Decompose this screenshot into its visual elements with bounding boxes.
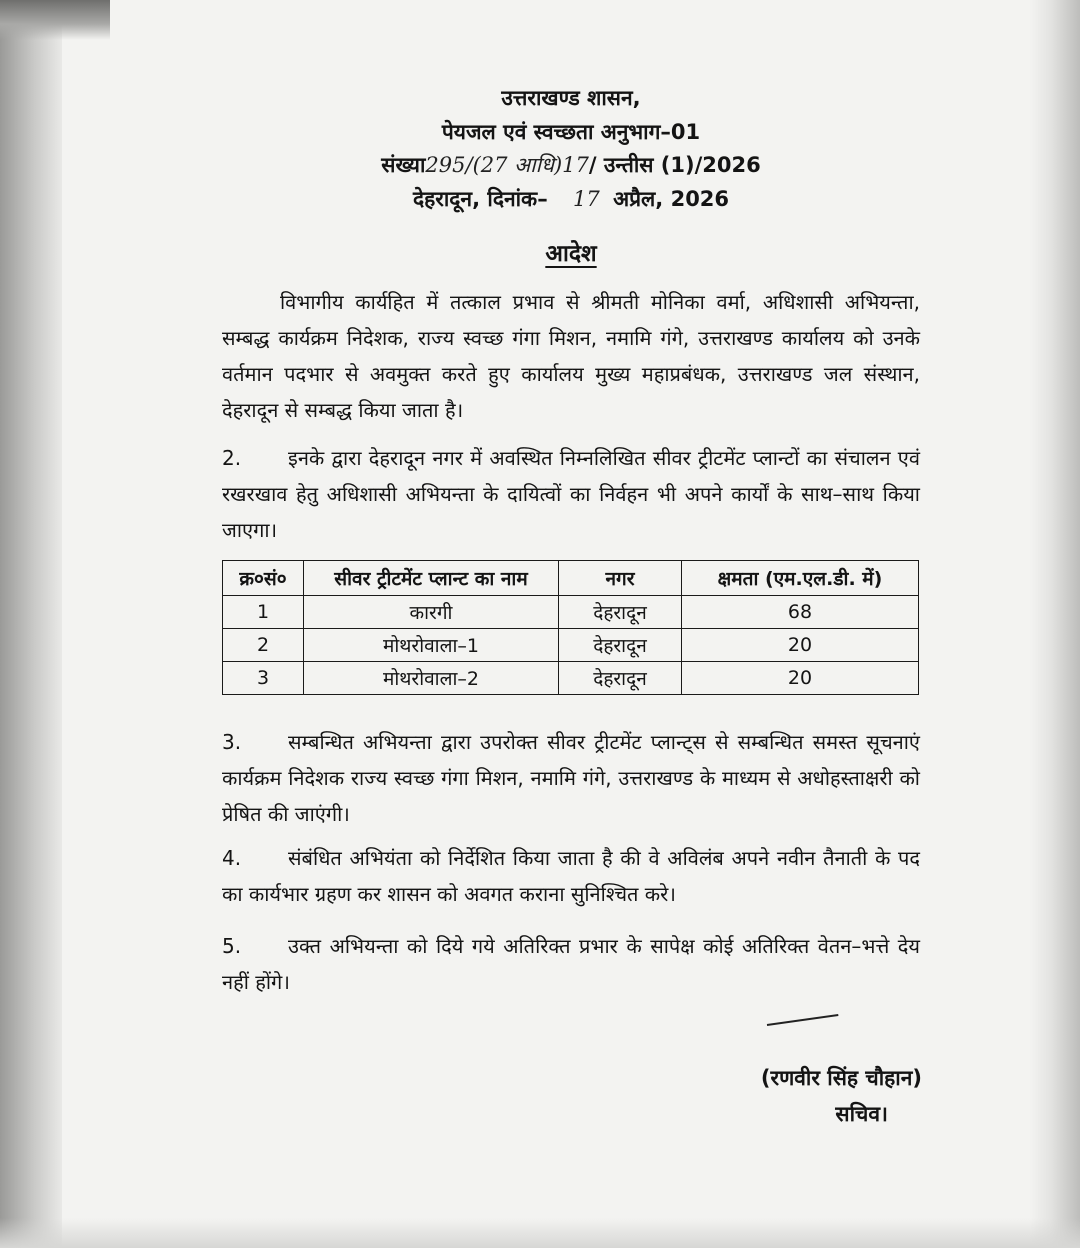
cell-capacity: 68 bbox=[682, 596, 919, 629]
paragraph-2-text: इनके द्वारा देहरादून नगर में अवस्थित निम्नलिखित सीवर ट्रीटमेंट प्लान्टों का संचालन एवं रखरखाव हेतु अधिशासी अभियन्ता के दायित्वों का निर्वहन भी अपने कार्यों के साथ–साथ किया जाएगा। bbox=[222, 446, 920, 542]
header-serial: क्र०सं० bbox=[223, 561, 304, 596]
date-handwritten: 17 bbox=[573, 187, 600, 211]
paragraph-5-number: 5. bbox=[222, 934, 242, 958]
header-reference-number bbox=[222, 151, 920, 179]
table-header-row bbox=[223, 561, 919, 596]
paragraph-3 bbox=[222, 724, 920, 832]
order-title bbox=[222, 236, 920, 268]
header-date bbox=[222, 185, 920, 213]
scan-edge-left bbox=[0, 0, 62, 1248]
paragraph-4-text: संबंधित अभियंता को निर्देशित किया जाता है की वे अविलंब अपने नवीन तैनाती के पद का कार्यभार ग्रहण कर शासन को अवगत कराना सुनिश्चित करे। bbox=[222, 846, 920, 906]
document-page bbox=[222, 0, 920, 1248]
paragraph-5-text: उक्त अभियन्ता को दिये गये अतिरिक्त प्रभार के सापेक्ष कोई अतिरिक्त वेतन–भत्ते देय नहीं होंगे। bbox=[222, 934, 920, 994]
table-row bbox=[223, 596, 919, 629]
header-government: उत्तराखण्ड शासन, bbox=[501, 86, 641, 110]
reference-suffix: / उन्तीस (1)/2026 bbox=[588, 153, 761, 177]
cell-capacity: 20 bbox=[682, 662, 919, 695]
cell-capacity: 20 bbox=[682, 629, 919, 662]
paragraph-3-text: सम्बन्धित अभियन्ता द्वारा उपरोक्त सीवर ट्रीटमेंट प्लान्ट्स से सम्बन्धित समस्त सूचनाएं कार्यक्रम निदेशक राज्य स्वच्छ गंगा मिशन, नमामि गंगे, उत्तराखण्ड के माध्यम से अधोहस्ताक्षरी को प्रेषित की जाएंगी। bbox=[222, 730, 920, 826]
signature-stroke bbox=[767, 1014, 839, 1026]
header-capacity: क्षमता (एम.एल.डी. में) bbox=[682, 561, 919, 596]
scan-shadow-top-left bbox=[0, 0, 110, 40]
cell-city: देहरादून bbox=[559, 629, 682, 662]
table-row bbox=[223, 662, 919, 695]
header-city: नगर bbox=[559, 561, 682, 596]
cell-plant-name: मोथरोवाला–2 bbox=[304, 662, 559, 695]
order-title-text: आदेश bbox=[545, 241, 597, 267]
sewer-treatment-plants-table bbox=[222, 560, 919, 695]
paragraph-4 bbox=[222, 840, 920, 912]
paragraph-5 bbox=[222, 928, 920, 1000]
cell-serial: 1 bbox=[223, 596, 304, 629]
signatory-name: (रणवीर सिंह चौहान) bbox=[760, 1066, 922, 1090]
date-prefix: देहरादून, दिनांक– bbox=[412, 187, 548, 211]
header-section: पेयजल एवं स्वच्छता अनुभाग–01 bbox=[441, 120, 701, 144]
cell-serial: 2 bbox=[223, 629, 304, 662]
cell-serial: 3 bbox=[223, 662, 304, 695]
reference-handwritten: 295/(27 आधि)17 bbox=[425, 153, 589, 177]
paragraph-4-number: 4. bbox=[222, 846, 242, 870]
paragraph-2-number: 2. bbox=[222, 446, 242, 470]
reference-prefix: संख्या bbox=[381, 153, 426, 177]
paragraph-1: विभागीय कार्यहित में तत्काल प्रभाव से श्रीमती मोनिका वर्मा, अधिशासी अभियन्ता, सम्बद्ध कार्यक्रम निदेशक, राज्य स्वच्छ गंगा मिशन, नमामि गंगे, उत्तराखण्ड कार्यालय को उनके वर्तमान पदभार से अवमुक्त करते हुए कार्यालय मुख्य महाप्रबंधक, उत्तराखण्ड जल संस्थान, देहरादून से सम्बद्ध किया जाता है। bbox=[222, 290, 920, 422]
paragraph-2 bbox=[222, 440, 920, 548]
cell-city: देहरादून bbox=[559, 596, 682, 629]
date-suffix: अप्रैल, 2026 bbox=[613, 187, 730, 211]
paragraph-3-number: 3. bbox=[222, 730, 242, 754]
cell-plant-name: मोथरोवाला–1 bbox=[304, 629, 559, 662]
scan-edge-right bbox=[1030, 0, 1080, 1248]
cell-city: देहरादून bbox=[559, 662, 682, 695]
table-row bbox=[223, 629, 919, 662]
signatory-designation: सचिव। bbox=[835, 1102, 888, 1126]
cell-plant-name: कारगी bbox=[304, 596, 559, 629]
header-plant-name: सीवर ट्रीटमेंट प्लान्ट का नाम bbox=[304, 561, 559, 596]
